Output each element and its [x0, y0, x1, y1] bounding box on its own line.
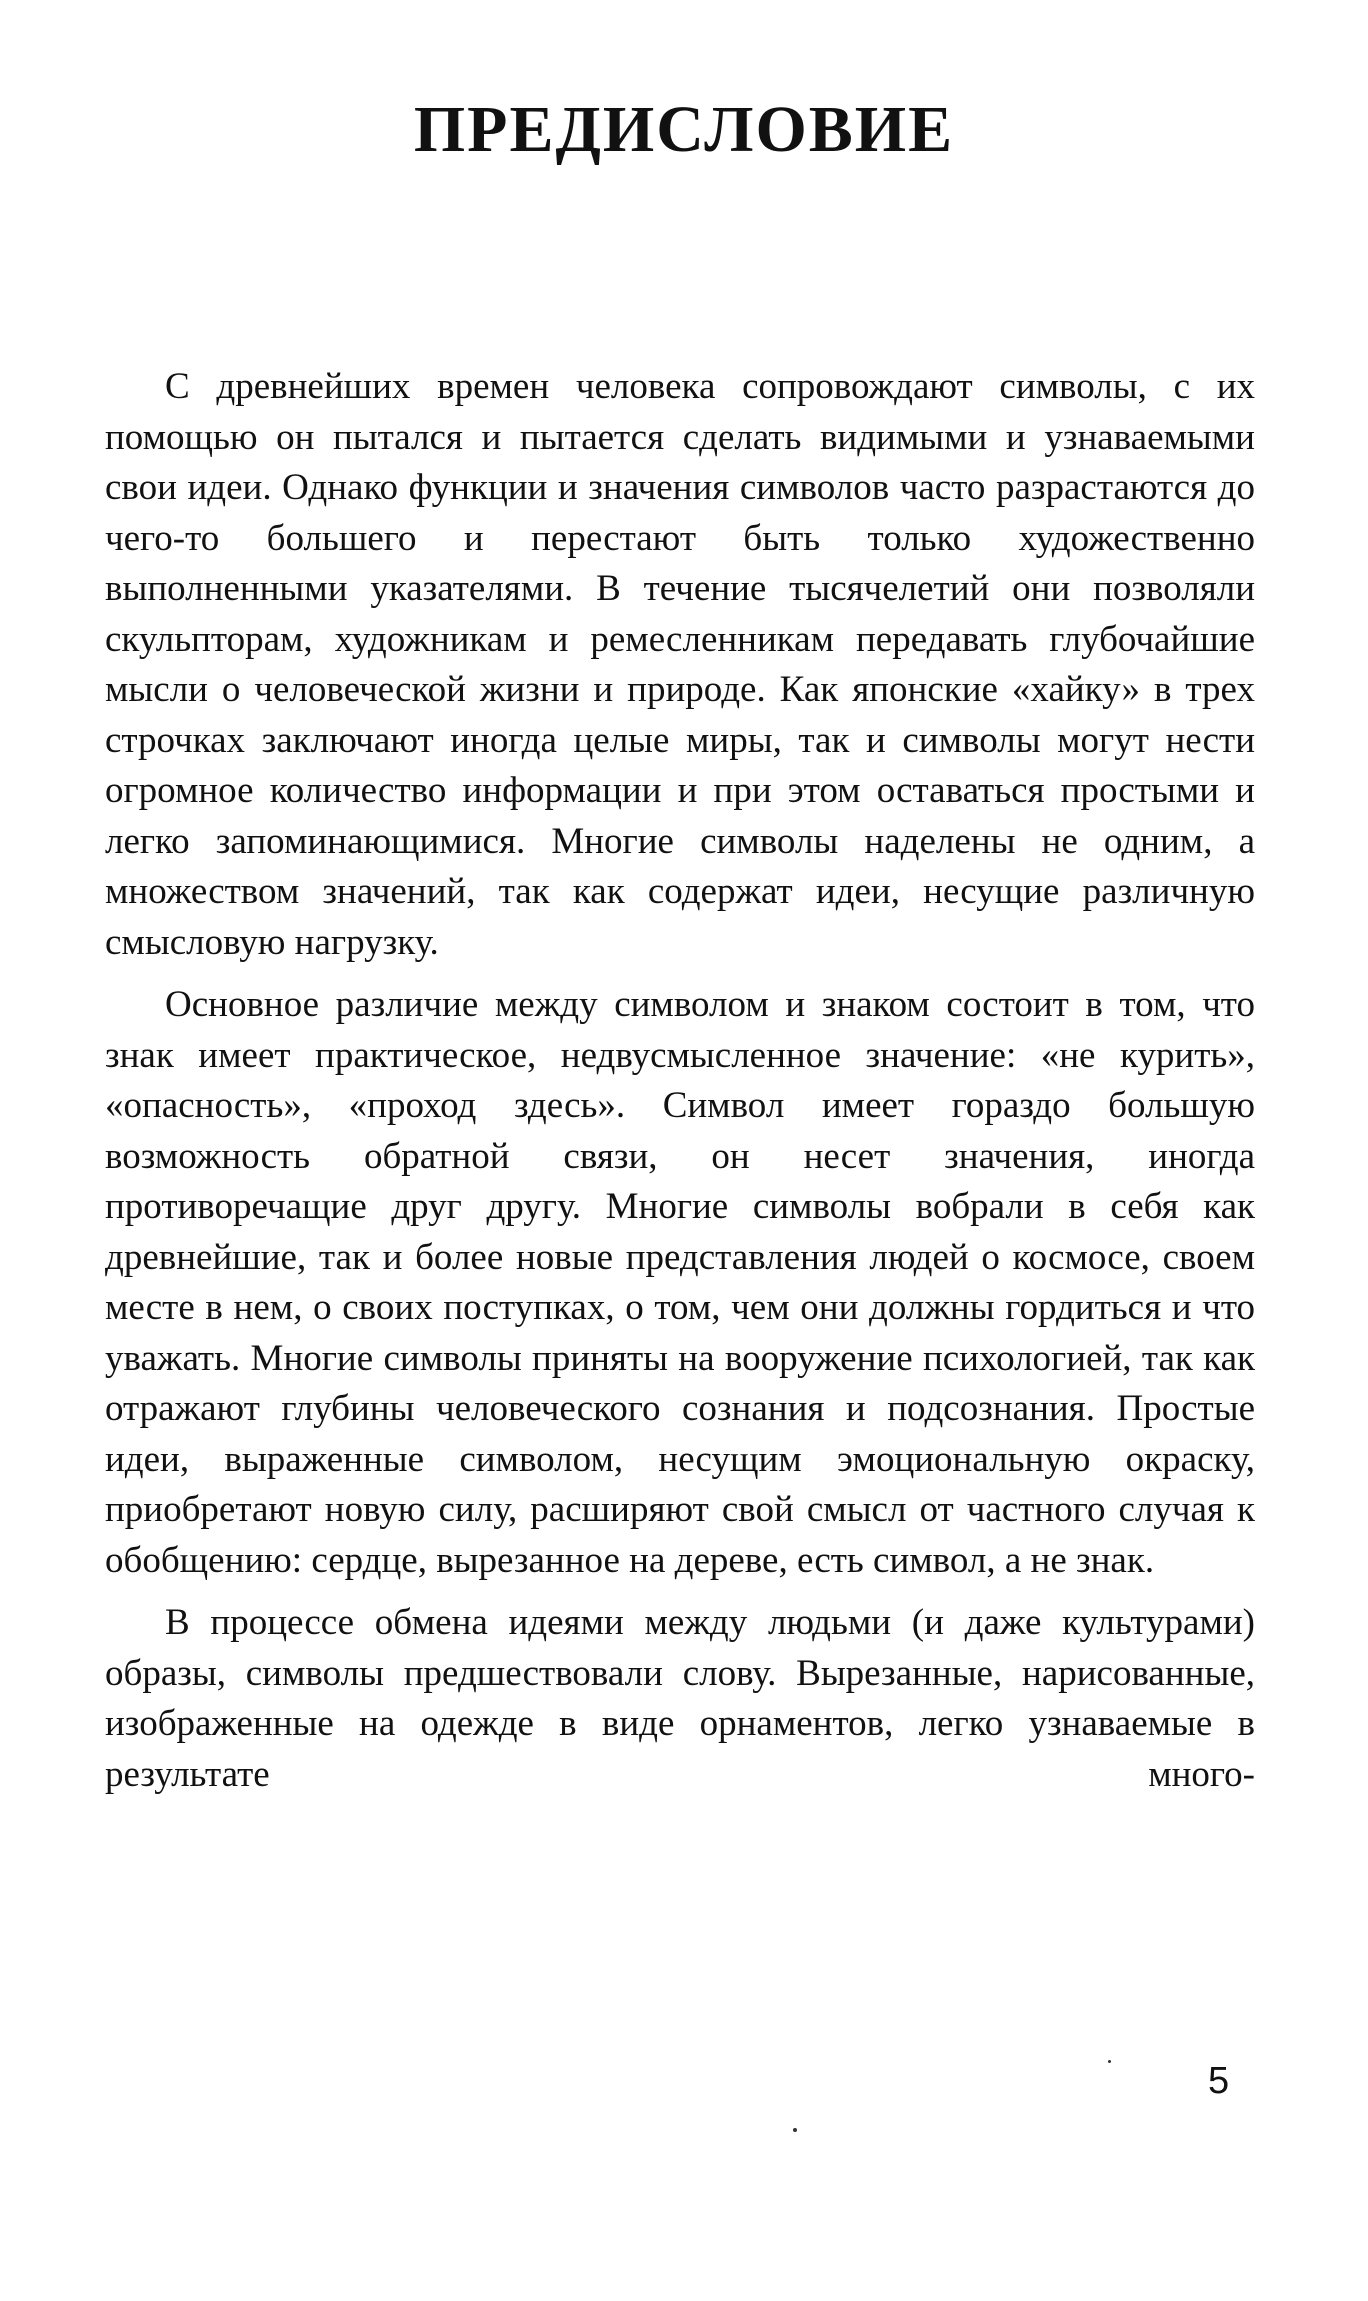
page-number: 5 — [1208, 2060, 1230, 2102]
paragraph-3: В процессе обмена идеями между людьми (и даже культурами) образы, символы предшествовали слову. Вырезанные, нарисованные, изображенные на одежде в виде орнаментов, легко узнаваемые в результате много- — [105, 1602, 1255, 1795]
scan-speck — [1108, 2060, 1111, 2063]
paragraph-1: С древнейших времен человека сопровождают символы, с их помощью он пытался и пытается сделать видимыми и узнаваемыми свои идеи. Однако функции и значения символов часто разрастаются до чего-то большего и перестают быть только художественно выполненными указателями. В течение тысячелетий они позволяли скульпторам, художникам и ремесленникам передавать глубочайшие мысли о человеческой жизни и природе. Как японские «хайку» в трех строчках заключают иногда целые миры, так и символы могут нести огромное количество информации и при этом оставаться простыми и легко запоминающимися. Многие символы наделены не одним, а множеством значений, так как содержат идеи, несущие различную смысловую нагрузку. — [105, 366, 1255, 963]
body-text — [105, 362, 1255, 1812]
page-title: ПРЕДИСЛОВИЕ — [413, 93, 955, 166]
paragraph-2: Основное различие между символом и знаком состоит в том, что знак имеет практическое, недвусмысленное значение: «не курить», «опасность», «проход здесь». Символ имеет гораздо большую возможность обратной связи, он несет значения, иногда противоречащие друг другу. Многие символы вобрали в себя как древнейшие, так и более новые представления людей о космосе, своем месте в нем, о своих поступках, о том, чем они должны гордиться и что уважать. Многие символы приняты на вооружение психологией, так как отражают глубины человеческого сознания и подсознания. Простые идеи, выраженные символом, несущим эмоциональную окраску, приобретают новую силу, расширяют свой смысл от частного случая к обобщению: сердце, вырезанное на дереве, есть символ, а не знак. — [105, 984, 1255, 1581]
scan-speck — [793, 2128, 797, 2132]
